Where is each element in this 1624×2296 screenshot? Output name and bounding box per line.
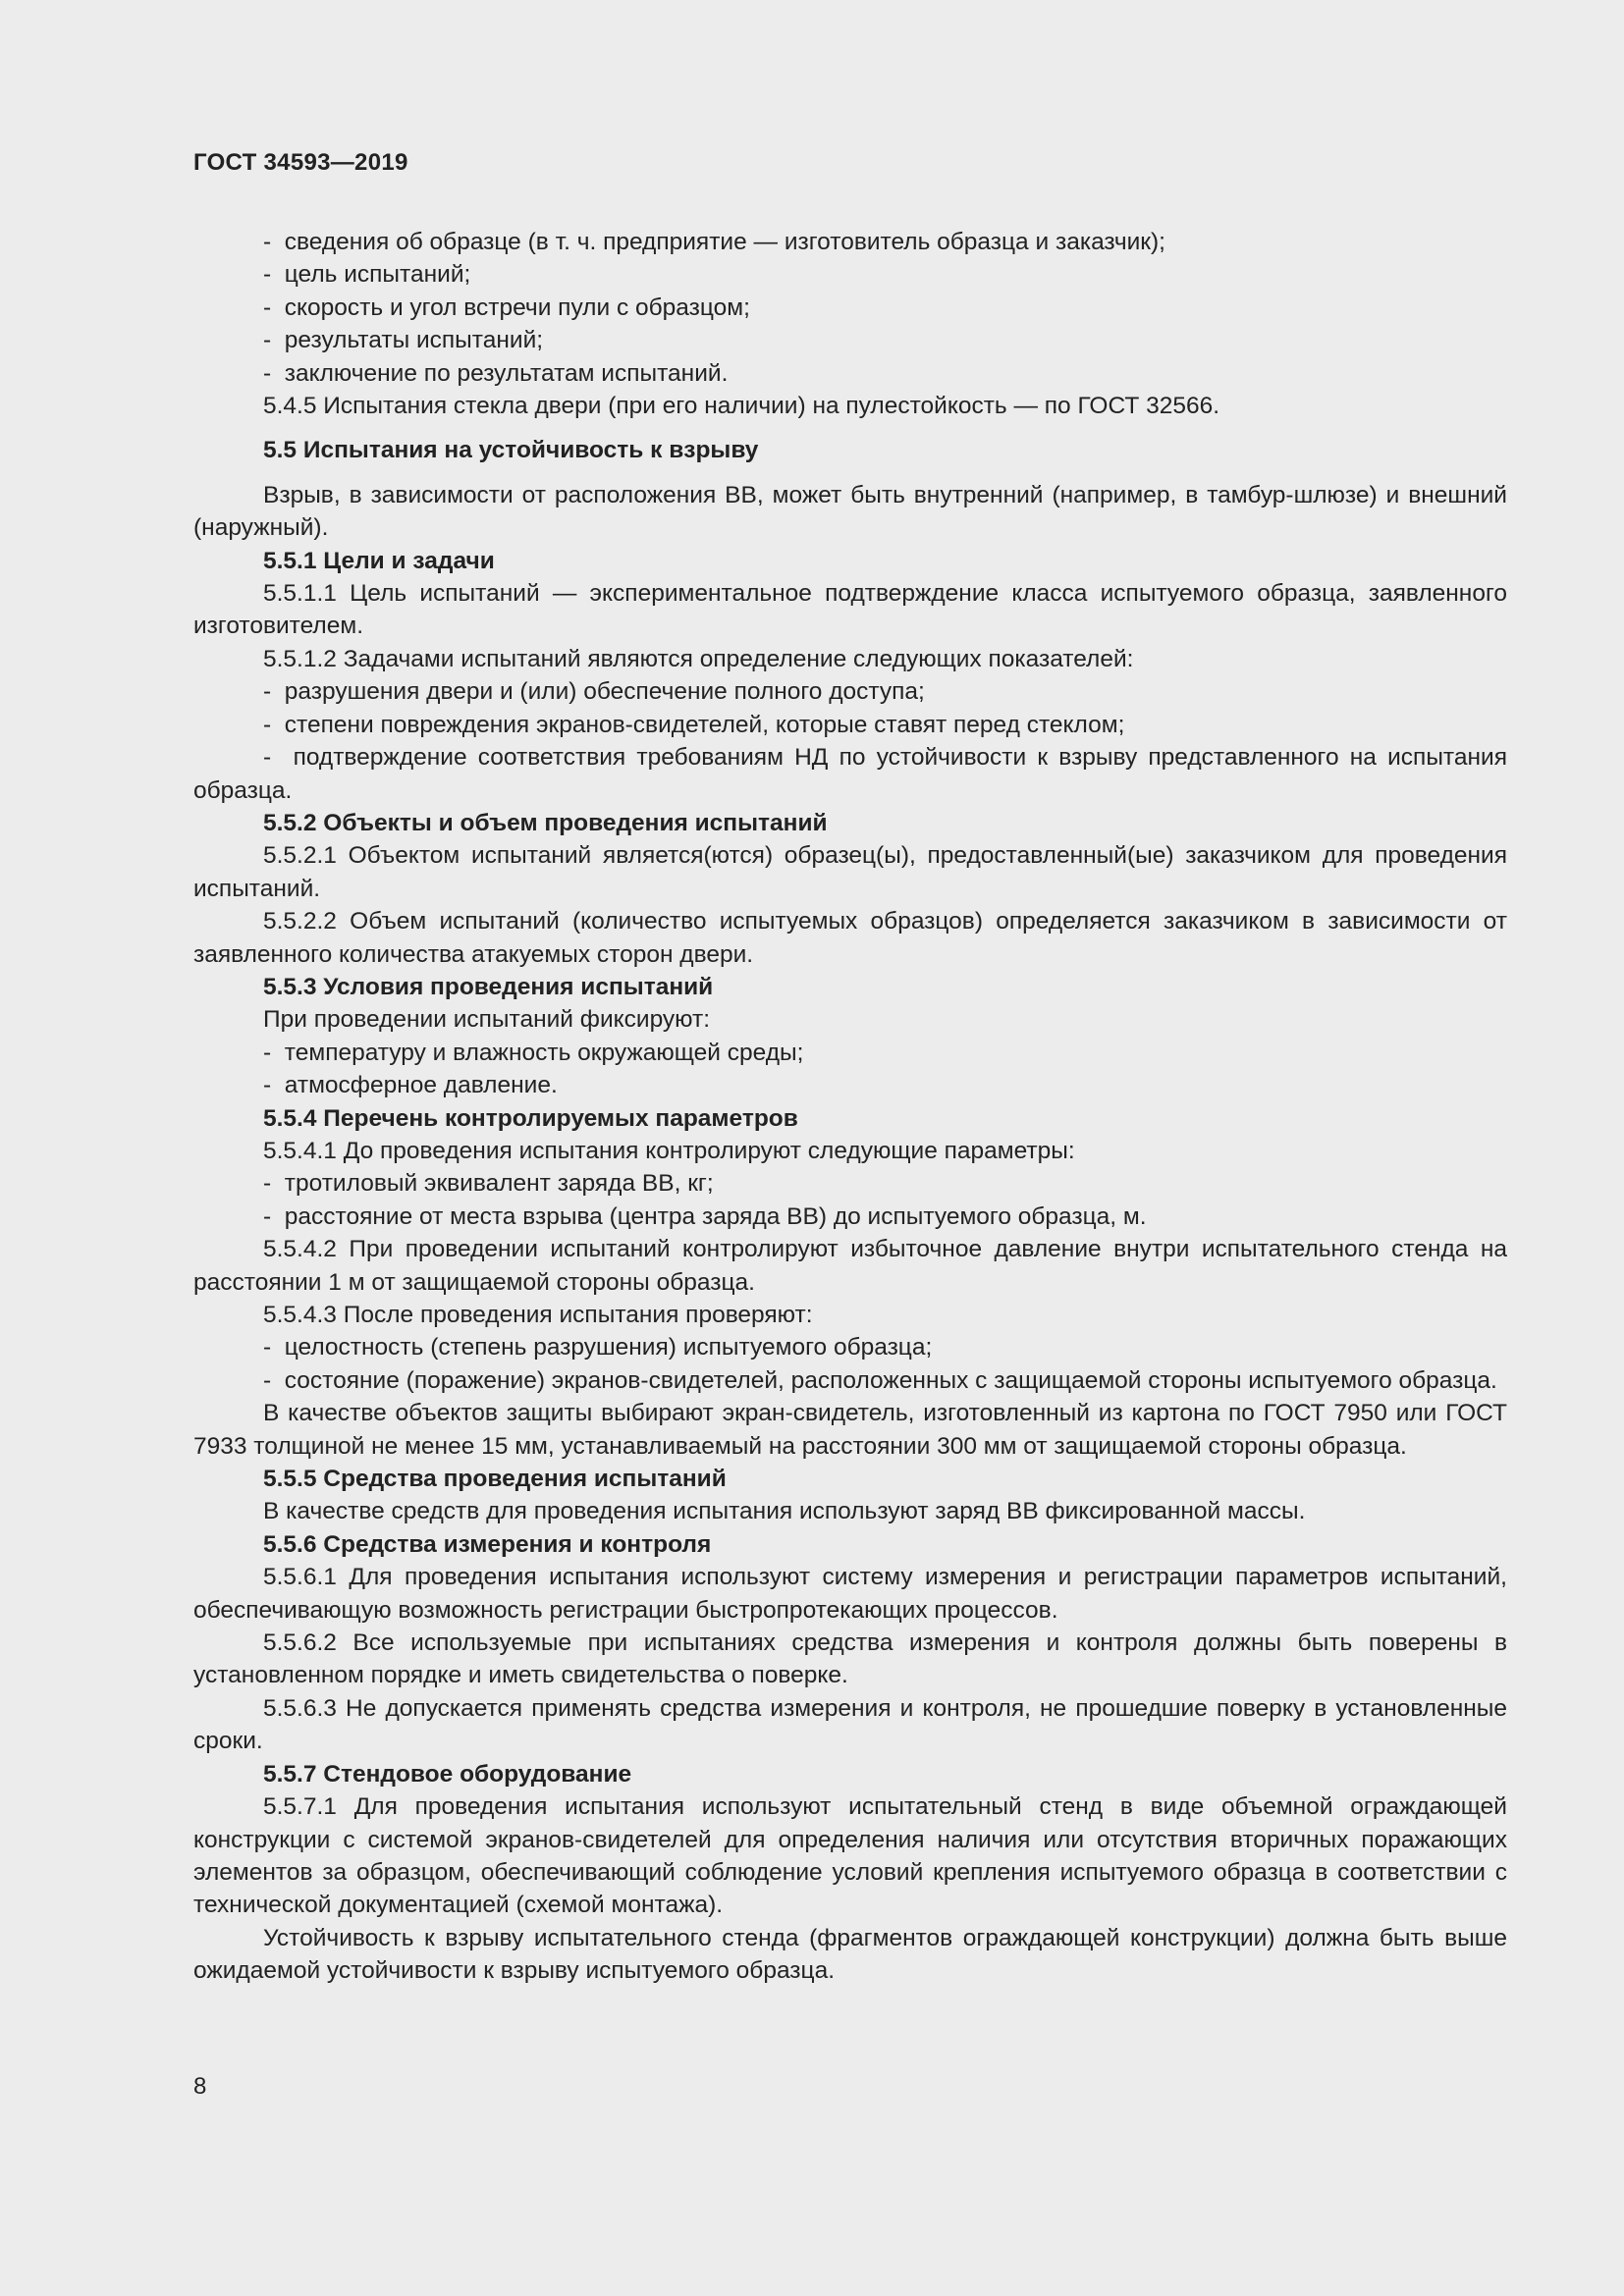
list-item: - расстояние от места взрыва (центра заряда ВВ) до испытуемого образца, м. [193, 1201, 1507, 1233]
paragraph: 5.4.5 Испытания стекла двери (при его наличии) на пулестойкость — по ГОСТ 32566. [263, 393, 1220, 420]
paragraph: 5.5.6.1 Для проведения испытания используют систему измерения и регистрации параметров испытаний, обеспечивающую возможность регистрации быстропротекающих процессов. [193, 1564, 1507, 1624]
section-heading: 5.5.7 Стендовое оборудование [263, 1760, 632, 1788]
list-item: - цель испытаний; [193, 258, 1507, 291]
list-item: - заключение по результатам испытаний. [193, 357, 1507, 390]
paragraph: В качестве средств для проведения испытания используют заряд ВВ фиксированной массы. [263, 1498, 1306, 1525]
paragraph: 5.5.6.2 Все используемые при испытаниях средства измерения и контроля должны быть поверены в установленном порядке и иметь свидетельства о поверке. [193, 1629, 1507, 1689]
paragraph: Взрыв, в зависимости от расположения ВВ, может быть внутренний (например, в тамбур-шлюзе) и внешний (наружный). [193, 481, 1507, 542]
list-item: - разрушения двери и (или) обеспечение полного доступа; [193, 675, 1507, 708]
section-heading: 5.5.3 Условия проведения испытаний [263, 973, 714, 1000]
list-item: - подтверждение соответствия требованиям НД по устойчивости к взрыву представленного на испытания образца. [193, 741, 1507, 807]
section-heading: 5.5.6 Средства измерения и контроля [263, 1530, 712, 1558]
paragraph: 5.5.2.1 Объектом испытаний является(ются) образец(ы), предоставленный(ые) заказчиком для проведения испытаний. [193, 842, 1507, 902]
list-item: - целостность (степень разрушения) испытуемого образца; [193, 1331, 1507, 1363]
paragraph: 5.5.4.3 После проведения испытания проверяют: [263, 1302, 813, 1328]
paragraph: 5.5.7.1 Для проведения испытания используют испытательный стенд в виде объемной ограждающей конструкции с системой экранов-свидетелей для определения наличия или отсутствия вторичных поражающих элементов за образцом, обеспечивающий соблюдение условий крепления испытуемого образца в соответствии с технической документацией (схемой монтажа). [193, 1793, 1507, 1919]
document-body [193, 226, 1507, 1988]
list-item: - тротиловый эквивалент заряда ВВ, кг; [193, 1167, 1507, 1200]
paragraph: 5.5.4.1 До проведения испытания контролируют следующие параметры: [263, 1137, 1075, 1164]
paragraph: Устойчивость к взрыву испытательного стенда (фрагментов ограждающей конструкции) должна быть выше ожидаемой устойчивости к взрыву испытуемого образца. [193, 1924, 1507, 1985]
paragraph: В качестве объектов защиты выбирают экран-свидетель, изготовленный из картона по ГОСТ 7950 или ГОСТ 7933 толщиной не менее 15 мм, устанавливаемый на расстоянии 300 мм от защищаемой стороны образца. [193, 1400, 1507, 1460]
list-item: - состояние (поражение) экранов-свидетелей, расположенных с защищаемой стороны испытуемого образца. [193, 1364, 1507, 1397]
paragraph: 5.5.2.2 Объем испытаний (количество испытуемых образцов) определяется заказчиком в зависимости от заявленного количества атакуемых сторон двери. [193, 908, 1507, 968]
list-item: - сведения об образце (в т. ч. предприятие — изготовитель образца и заказчик); [193, 226, 1507, 258]
paragraph: 5.5.1.2 Задачами испытаний являются определение следующих показателей: [263, 645, 1134, 672]
paragraph: 5.5.4.2 При проведении испытаний контролируют избыточное давление внутри испытательного стенда на расстоянии 1 м от защищаемой стороны образца. [193, 1236, 1507, 1296]
section-heading: 5.5.4 Перечень контролируемых параметров [263, 1104, 798, 1132]
list-item: - атмосферное давление. [193, 1069, 1507, 1101]
list-item: - скорость и угол встречи пули с образцом; [193, 292, 1507, 324]
paragraph: 5.5.1.1 Цель испытаний — экспериментальное подтверждение класса испытуемого образца, заявленного изготовителем. [193, 580, 1507, 640]
list-item: - температуру и влажность окружающей среды; [193, 1037, 1507, 1069]
list-item: - результаты испытаний; [193, 324, 1507, 356]
document-header: ГОСТ 34593—2019 [193, 149, 408, 176]
list-item: - степени повреждения экранов-свидетелей, которые ставят перед стеклом; [193, 709, 1507, 741]
paragraph: 5.5.6.3 Не допускается применять средства измерения и контроля, не прошедшие поверку в установленные сроки. [193, 1694, 1507, 1755]
section-heading: 5.5 Испытания на устойчивость к взрыву [263, 437, 759, 464]
section-heading: 5.5.5 Средства проведения испытаний [263, 1466, 727, 1493]
section-heading: 5.5.1 Цели и задачи [263, 547, 495, 574]
section-heading: 5.5.2 Объекты и объем проведения испытаний [263, 809, 828, 836]
paragraph: При проведении испытаний фиксируют: [263, 1006, 711, 1034]
page-number: 8 [193, 2073, 207, 2100]
